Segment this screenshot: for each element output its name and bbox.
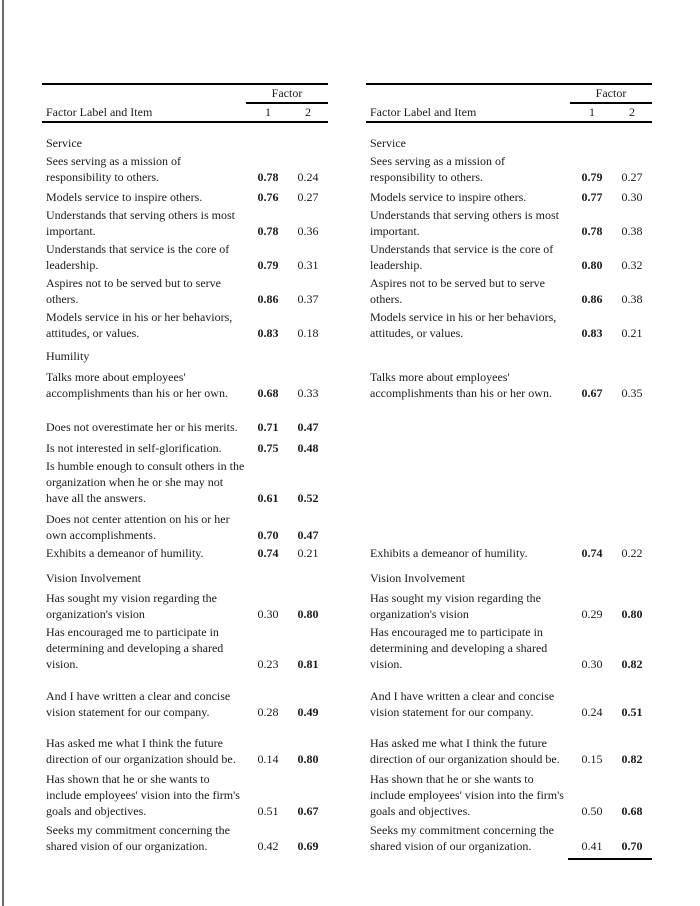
factor1-value: 0.15: [581, 752, 603, 766]
item-text-line: Has asked me what I think the future: [370, 736, 547, 750]
item-text-line: Does not overestimate her or his merits.: [46, 420, 238, 434]
factor2-value: 0.33: [297, 386, 319, 400]
factor1-value: 0.68: [257, 386, 279, 400]
factor2-value: 0.82: [621, 657, 643, 671]
factor-table-left: [42, 83, 328, 854]
factor1-value: 0.41: [581, 839, 603, 853]
item-text-line: Models service to inspire others.: [46, 190, 203, 204]
item-text-line: Understands that serving others is most: [46, 208, 235, 222]
item-label: [42, 822, 248, 854]
section-row: [366, 135, 652, 151]
factor-table-right: [366, 83, 652, 860]
item-label: [42, 241, 248, 273]
column-headers-row: [366, 102, 652, 121]
item-text-line: Exhibits a demeanor of humility.: [46, 546, 204, 560]
item-text-line: Aspires not to be served but to serve: [370, 276, 545, 290]
item-row: [42, 735, 328, 767]
item-row: [42, 590, 328, 622]
item-text-line: Understands that serving others is most: [370, 208, 559, 222]
factor-label-and-item-header: Factor Label and Item: [370, 104, 477, 119]
section-label: [42, 570, 328, 586]
factor2-value: 0.81: [297, 657, 319, 671]
item-row: [42, 241, 328, 273]
item-text-line: Talks more about employees': [46, 370, 186, 384]
item-text-line: Sees serving as a mission of: [370, 154, 505, 168]
item-text-line: determining and developing a shared: [370, 641, 548, 655]
item-text-line: Has sought my vision regarding the: [370, 591, 541, 605]
item-label: [42, 688, 248, 720]
factor2-value: 0.49: [297, 705, 319, 719]
item-text-line: Is humble enough to consult others in the: [46, 459, 245, 473]
item-text-line: others.: [370, 292, 403, 306]
item-label: [366, 309, 572, 341]
factor1-value: 0.76: [257, 190, 279, 204]
factor2-value: 0.67: [297, 804, 319, 818]
blank-row: [366, 440, 652, 456]
item-text-line: vision statement for our company.: [46, 705, 210, 719]
item-label: [366, 189, 572, 205]
factor1-value: 0.29: [581, 607, 603, 621]
item-row: [366, 624, 652, 672]
table-header: [42, 83, 328, 123]
item-label: [366, 590, 572, 622]
item-text-line: Has sought my vision regarding the: [46, 591, 217, 605]
item-text-line: own accomplishments.: [46, 528, 156, 542]
item-label: [42, 545, 248, 561]
item-row: [366, 688, 652, 720]
item-text-line: Is not interested in self-glorification.: [46, 441, 222, 455]
item-label: [366, 207, 572, 239]
item-label: [366, 735, 572, 767]
factor-col-2-header: 2: [305, 104, 311, 119]
factor1-value: 0.50: [581, 804, 603, 818]
factor2-value: 0.80: [621, 607, 643, 621]
item-text-line: Vision Involvement: [46, 571, 141, 585]
item-text-line: Has shown that he or she wants to: [370, 772, 534, 786]
item-label: [42, 771, 248, 819]
item-row: [366, 771, 652, 819]
item-text-line: have all the answers.: [46, 491, 146, 505]
item-label: [42, 153, 248, 185]
item-text-line: vision.: [370, 657, 403, 671]
factor2-value: 0.69: [297, 839, 319, 853]
factor1-value: 0.61: [257, 491, 279, 505]
item-row: [366, 241, 652, 273]
factor-spanner-row: [42, 85, 328, 102]
item-row: [366, 189, 652, 205]
factor2-value: 0.52: [297, 491, 319, 505]
factor2-value: 0.22: [621, 546, 643, 560]
item-text-line: Sees serving as a mission of: [46, 154, 181, 168]
item-label: [42, 369, 248, 401]
item-text-line: direction of our organization should be.: [46, 752, 236, 766]
item-label: [366, 153, 572, 185]
factor1-value: 0.14: [257, 752, 279, 766]
factor1-value: 0.83: [581, 326, 603, 340]
item-row: [366, 545, 652, 561]
section-label: [42, 348, 328, 364]
factor1-value: 0.86: [257, 292, 279, 306]
factor2-value: 0.51: [621, 705, 643, 719]
factor1-value: 0.30: [581, 657, 603, 671]
factor1-value: 0.51: [257, 804, 279, 818]
item-text-line: attitudes, or values.: [370, 326, 464, 340]
item-text-line: responsibility to others.: [46, 170, 159, 184]
item-row: [366, 207, 652, 239]
item-row: [42, 309, 328, 341]
table-bottom-rule: [568, 858, 652, 860]
item-text-line: goals and objectives.: [46, 804, 147, 818]
item-text-line: Talks more about employees': [370, 370, 510, 384]
scan-page-edge-line: [2, 0, 4, 906]
factor-col-2-header: 2: [629, 104, 635, 119]
item-label: [366, 771, 572, 819]
factor2-value: 0.37: [297, 292, 319, 306]
item-text-line: determining and developing a shared: [46, 641, 224, 655]
item-label: [42, 440, 248, 456]
item-row: [42, 153, 328, 185]
factor2-value: 0.21: [297, 546, 319, 560]
factor1-value: 0.70: [257, 528, 279, 542]
item-text-line: shared vision of our organization.: [46, 839, 208, 853]
factor-col-1-header: 1: [265, 104, 271, 119]
section-row: [42, 570, 328, 586]
factor1-value: 0.77: [581, 190, 603, 204]
factor2-value: 0.47: [297, 420, 319, 434]
item-text-line: Seeks my commitment concerning the: [46, 823, 230, 837]
factor1-value: 0.30: [257, 607, 279, 621]
factor2-value: 0.82: [621, 752, 643, 766]
item-text-line: Models service in his or her behaviors,: [46, 310, 233, 324]
item-row: [42, 624, 328, 672]
item-text-line: leadership.: [370, 258, 423, 272]
item-label: [42, 590, 248, 622]
section-label: [42, 135, 328, 151]
item-row: [366, 822, 652, 854]
factor2-value: 0.38: [621, 292, 643, 306]
item-row: [42, 369, 328, 401]
factor-spanner-label: Factor: [246, 85, 328, 104]
item-label: [366, 241, 572, 273]
factor1-value: 0.86: [581, 292, 603, 306]
item-label: [366, 545, 572, 561]
item-text-line: Does not center attention on his or her: [46, 512, 230, 526]
factor-spanner-row: [366, 85, 652, 102]
item-label: [366, 275, 572, 307]
factor1-value: 0.79: [581, 170, 603, 184]
item-label: [42, 419, 248, 435]
factor1-value: 0.78: [581, 224, 603, 238]
item-row: [366, 735, 652, 767]
section-row: [366, 570, 652, 586]
factor1-value: 0.74: [257, 546, 279, 560]
factor2-value: 0.32: [621, 258, 643, 272]
item-text-line: Has asked me what I think the future: [46, 736, 223, 750]
factor1-value: 0.23: [257, 657, 279, 671]
item-text-line: Models service in his or her behaviors,: [370, 310, 557, 324]
factor1-value: 0.80: [581, 258, 603, 272]
item-text-line: direction of our organization should be.: [370, 752, 560, 766]
table-header: [366, 83, 652, 123]
factor1-value: 0.83: [257, 326, 279, 340]
item-text-line: attitudes, or values.: [46, 326, 140, 340]
item-text-line: Service: [46, 136, 82, 150]
item-text-line: Service: [370, 136, 406, 150]
item-text-line: Understands that service is the core of: [370, 242, 554, 256]
item-row: [366, 369, 652, 401]
factor1-value: 0.78: [257, 170, 279, 184]
item-text-line: And I have written a clear and concise: [46, 689, 231, 703]
item-row: [366, 275, 652, 307]
item-row: [42, 688, 328, 720]
factor2-value: 0.80: [297, 607, 319, 621]
item-label: [366, 822, 572, 854]
item-text-line: include employees' vision into the firm's: [370, 788, 564, 802]
factor2-value: 0.27: [621, 170, 643, 184]
item-text-line: accomplishments than his or her own.: [370, 386, 552, 400]
item-text-line: important.: [370, 224, 420, 238]
item-text-line: Exhibits a demeanor of humility.: [370, 546, 528, 560]
blank-row: [366, 419, 652, 435]
column-headers-row: [42, 102, 328, 121]
factor1-value: 0.28: [257, 705, 279, 719]
factor2-value: 0.36: [297, 224, 319, 238]
item-text-line: Vision Involvement: [370, 571, 465, 585]
item-text-line: Aspires not to be served but to serve: [46, 276, 221, 290]
item-label: [42, 624, 248, 672]
factor2-value: 0.35: [621, 386, 643, 400]
factor2-value: 0.68: [621, 804, 643, 818]
factor2-value: 0.48: [297, 441, 319, 455]
item-text-line: Seeks my commitment concerning the: [370, 823, 554, 837]
item-text-line: responsibility to others.: [370, 170, 483, 184]
item-label: [42, 207, 248, 239]
factor2-value: 0.38: [621, 224, 643, 238]
item-row: [42, 207, 328, 239]
section-row: [42, 348, 328, 364]
factor2-value: 0.27: [297, 190, 319, 204]
item-row: [42, 822, 328, 854]
item-row: [42, 440, 328, 456]
item-text-line: vision statement for our company.: [370, 705, 534, 719]
section-label: [366, 570, 652, 586]
item-text-line: Models service to inspire others.: [370, 190, 527, 204]
factor1-value: 0.74: [581, 546, 603, 560]
item-text-line: And I have written a clear and concise: [370, 689, 555, 703]
item-text-line: important.: [46, 224, 96, 238]
blank-row: [366, 511, 652, 543]
factor2-value: 0.18: [297, 326, 319, 340]
item-label: [366, 624, 572, 672]
factor-col-1-header: 1: [589, 104, 595, 119]
factor2-value: 0.30: [621, 190, 643, 204]
item-label: [42, 189, 248, 205]
item-text-line: leadership.: [46, 258, 99, 272]
item-row: [42, 189, 328, 205]
factor2-value: 0.21: [621, 326, 643, 340]
factor-label-and-item-header: Factor Label and Item: [46, 104, 153, 119]
item-text-line: Has encouraged me to participate in: [46, 625, 219, 639]
item-row: [42, 458, 328, 506]
item-label: [366, 369, 572, 401]
item-text-line: organization's vision: [370, 607, 469, 621]
blank-row: [366, 458, 652, 506]
item-row: [42, 545, 328, 561]
factor1-value: 0.24: [581, 705, 603, 719]
item-label: [42, 275, 248, 307]
item-text-line: Understands that service is the core of: [46, 242, 230, 256]
item-label: [366, 688, 572, 720]
item-text-line: accomplishments than his or her own.: [46, 386, 228, 400]
item-text-line: shared vision of our organization.: [370, 839, 532, 853]
factor1-value: 0.75: [257, 441, 279, 455]
item-text-line: others.: [46, 292, 79, 306]
item-text-line: Humility: [46, 349, 90, 363]
item-row: [42, 419, 328, 435]
item-row: [366, 309, 652, 341]
item-label: [42, 735, 248, 767]
factor2-value: 0.47: [297, 528, 319, 542]
factor-spanner-label: Factor: [570, 85, 652, 104]
factor2-value: 0.80: [297, 752, 319, 766]
item-text-line: include employees' vision into the firm's: [46, 788, 240, 802]
item-row: [42, 771, 328, 819]
factor1-value: 0.78: [257, 224, 279, 238]
factor1-value: 0.67: [581, 386, 603, 400]
item-text-line: goals and objectives.: [370, 804, 471, 818]
item-label: [42, 458, 248, 506]
item-text-line: Has encouraged me to participate in: [370, 625, 543, 639]
item-row: [42, 275, 328, 307]
factor2-value: 0.24: [297, 170, 319, 184]
section-label: [366, 135, 652, 151]
section-row: [42, 135, 328, 151]
blank-row: [366, 348, 652, 364]
item-text-line: organization when he or she may not: [46, 475, 224, 489]
item-row: [366, 153, 652, 185]
item-text-line: organization's vision: [46, 607, 145, 621]
factor2-value: 0.31: [297, 258, 319, 272]
item-text-line: vision.: [46, 657, 79, 671]
factor2-value: 0.70: [621, 839, 643, 853]
item-row: [42, 511, 328, 543]
item-text-line: Has shown that he or she wants to: [46, 772, 210, 786]
item-label: [42, 511, 248, 543]
item-label: [42, 309, 248, 341]
factor1-value: 0.79: [257, 258, 279, 272]
item-row: [366, 590, 652, 622]
factor1-value: 0.71: [257, 420, 279, 434]
factor1-value: 0.42: [257, 839, 279, 853]
